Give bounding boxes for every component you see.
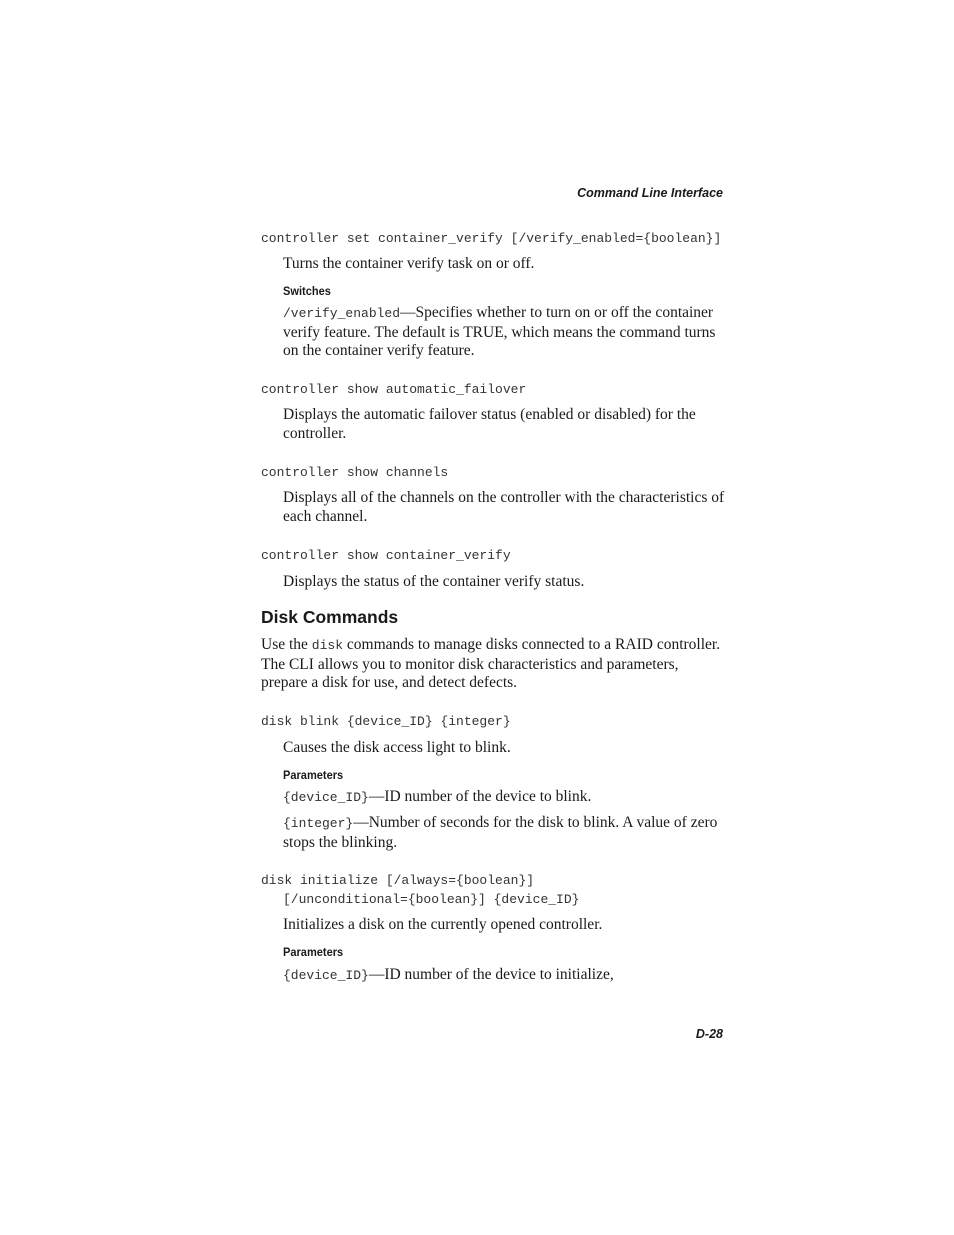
parameter-description [283,966,728,986]
command-syntax-continued: [/unconditional={boolean}] {device_ID} [283,892,580,907]
command-syntax: controller show automatic_failover [261,382,527,397]
section-heading: Disk Commands [261,607,399,627]
command-description: Causes the disk access light to blink. [283,739,511,756]
page-number: D-28 [695,1027,723,1041]
command-description: Initializes a disk on the currently opened controller. [283,916,603,933]
parameter-name: {device_ID} [283,790,369,805]
parameter-description [283,814,728,852]
command-description: Displays all of the channels on the controller with the characteristics of each channel. [283,489,725,525]
intro-text: commands to manage disks connected to a RAID controller. The CLI allows you to monitor disk characteristics and parameters, prepare a disk for use, and detect defects. [261,636,721,691]
intro-text: Use the [261,636,312,653]
switch-text: —Specifies whether to turn on or off the container verify feature. The default is TRUE, which means the command turns on the container verify feature. [283,304,716,359]
command-syntax: disk initialize [/always={boolean}] [261,873,535,888]
command-description: Displays the automatic failover status (enabled or disabled) for the controller. [283,406,696,442]
section-intro [261,636,728,693]
switches-heading: Switches [283,284,331,298]
parameter-name: {integer} [283,816,354,831]
intro-code: disk [311,638,344,653]
command-description: Displays the status of the container verify status. [283,573,585,590]
parameter-text: —Number of seconds for the disk to blink. A value of zero stops the blinking. [283,814,718,851]
parameters-heading: Parameters [283,768,344,782]
switch-name: /verify_enabled [283,306,401,321]
command-syntax: controller show channels [261,465,449,480]
parameter-text: —ID number of the device to blink. [368,788,592,805]
switch-description [283,304,728,361]
command-syntax: disk blink {device_ID} {integer} [261,714,511,729]
parameter-text: —ID number of the device to initialize, [368,966,614,983]
parameter-name: {device_ID} [283,968,369,983]
running-header: Command Line Interface [577,186,723,200]
command-syntax: controller set container_verify [/verify_enabled={boolean}] [261,231,722,246]
parameter-description [283,788,728,808]
command-syntax: controller show container_verify [261,548,511,563]
parameters-heading: Parameters [283,945,344,959]
command-description: Turns the container verify task on or off. [283,255,535,272]
